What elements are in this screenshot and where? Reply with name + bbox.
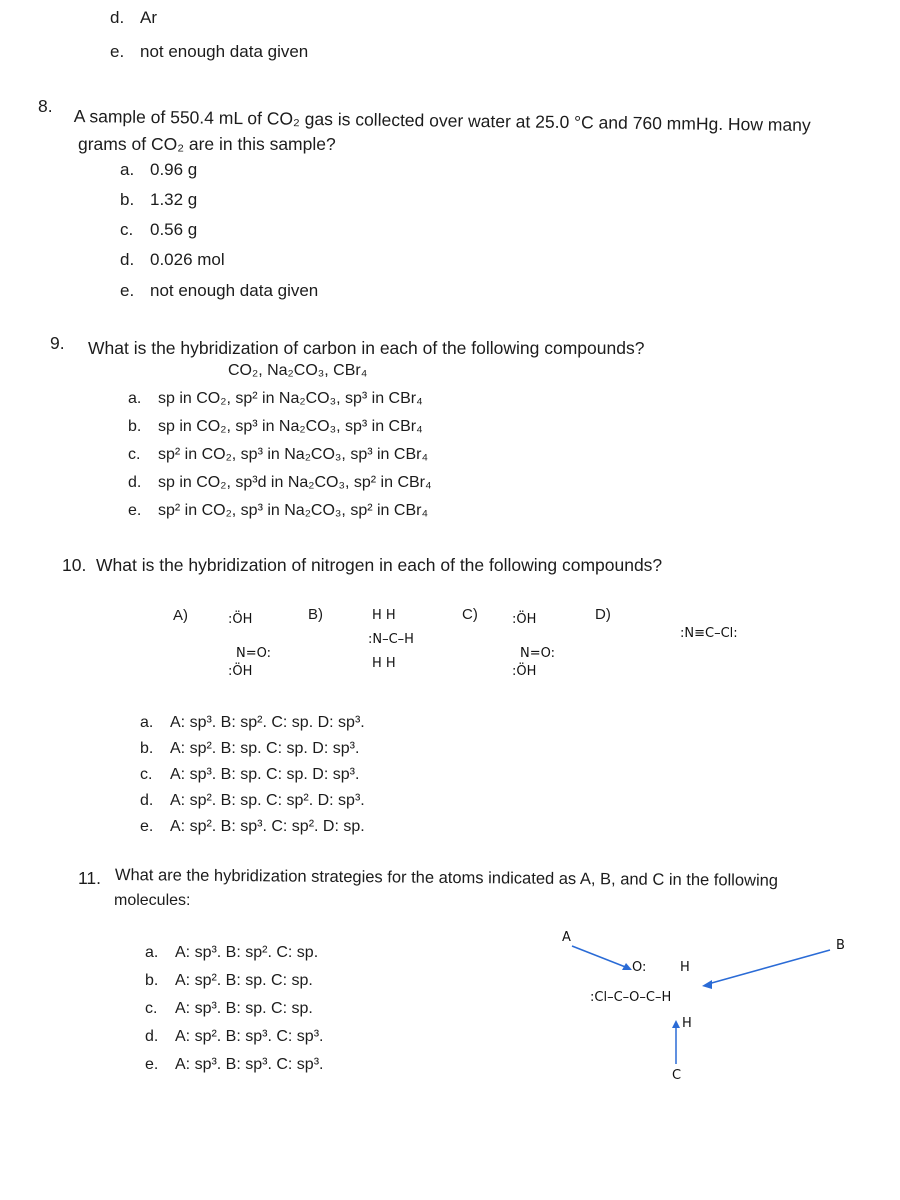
- option-text: 1.32 g: [150, 190, 198, 209]
- q10-number: 10.: [62, 555, 87, 575]
- option-text: A: sp². B: sp³. C: sp³.: [175, 1028, 324, 1045]
- q8-option-e: [120, 281, 318, 301]
- option-letter: d.: [145, 1028, 159, 1045]
- option-text: A: sp². B: sp³. C: sp². D: sp.: [170, 818, 365, 835]
- option-letter: d.: [140, 792, 154, 809]
- q10-molecule-c: [512, 606, 582, 686]
- molecule-line: H H: [372, 656, 396, 671]
- label-c: C: [672, 1068, 682, 1083]
- q9-option-b: [128, 418, 423, 436]
- q11-number: 11.: [78, 868, 102, 888]
- label-b: B: [836, 938, 845, 953]
- indicator-arrows: [560, 928, 880, 1088]
- q11-option-d: [145, 1028, 323, 1046]
- molecule-line: :ÖH: [512, 664, 537, 679]
- q9-option-e: [128, 502, 428, 520]
- option-letter: b.: [120, 190, 135, 209]
- option-text: Ar: [140, 8, 157, 27]
- q11-option-c: [145, 1000, 313, 1018]
- top-hydrogen: H: [680, 960, 690, 975]
- q10-molecule-d-label: D): [595, 606, 611, 623]
- q7-option-d: [110, 8, 157, 28]
- q11-option-a: [145, 944, 318, 962]
- option-letter: c.: [145, 1000, 158, 1017]
- q10-molecule-a-label: A): [173, 607, 188, 624]
- molecule-line: :N≡C–Cl:: [680, 626, 738, 641]
- option-letter: e.: [140, 818, 154, 835]
- option-letter: b.: [140, 740, 154, 757]
- option-letter: b.: [128, 418, 142, 435]
- option-letter: e.: [120, 281, 135, 300]
- q10-molecule-b: [368, 608, 458, 678]
- q11-option-b: [145, 972, 313, 990]
- option-text: A: sp². B: sp. C: sp². D: sp³.: [170, 792, 365, 809]
- q10-molecule-c-label: C): [462, 606, 478, 623]
- q8-number: 8.: [38, 96, 53, 116]
- q9-text: What is the hybridization of carbon in each of the following compounds?: [88, 338, 645, 358]
- molecule-line: N=O:: [236, 646, 272, 661]
- option-text: sp² in CO₂, sp³ in Na₂CO₃, sp² in CBr₄: [158, 502, 428, 519]
- q8-option-a: [120, 160, 197, 180]
- q11-text-line1: What are the hybridization strategies for the atoms indicated as A, B, and C in the following: [114, 866, 779, 890]
- molecule-line: :ÖH: [228, 664, 253, 679]
- option-text: 0.96 g: [150, 160, 198, 179]
- option-text: sp in CO₂, sp³ in Na₂CO₃, sp³ in CBr₄: [158, 418, 423, 435]
- q10-molecule-b-label: B): [308, 606, 323, 623]
- q10-molecule-a: [228, 606, 298, 686]
- option-text: A: sp². B: sp. C: sp.: [175, 972, 313, 989]
- option-text: A: sp³. B: sp³. C: sp³.: [175, 1056, 324, 1073]
- main-chain: :Cl–C–O–C–H: [590, 990, 672, 1005]
- q8-option-b: [120, 190, 197, 210]
- option-text: A: sp³. B: sp². C: sp.: [175, 944, 319, 961]
- option-text: A: sp³. B: sp². C: sp. D: sp³.: [170, 714, 365, 731]
- arrow-b: [708, 950, 830, 984]
- q8-text-line2: grams of CO₂ are in this sample?: [78, 134, 336, 154]
- arrow-a: [572, 946, 628, 968]
- option-letter: e.: [145, 1056, 159, 1073]
- option-letter: a.: [128, 390, 142, 407]
- q8-option-c: [120, 220, 197, 240]
- option-letter: a.: [140, 714, 154, 731]
- option-letter: c.: [128, 446, 141, 463]
- q11-text-line2: molecules:: [114, 892, 191, 909]
- q10-option-e: [140, 818, 365, 836]
- option-text: 0.026 mol: [150, 250, 225, 269]
- molecule-line: H H: [372, 608, 396, 623]
- option-letter: a.: [145, 944, 159, 961]
- q9-compounds: CO₂, Na₂CO₃, CBr₄: [228, 362, 368, 379]
- molecule-line: :N–C–H: [368, 632, 414, 647]
- q8-text-line1: A sample of 550.4 mL of CO₂ gas is collected over water at 25.0 °C and 760 mmHg. How many: [73, 106, 811, 136]
- option-text: not enough data given: [150, 281, 319, 300]
- q7-option-e: [110, 42, 308, 62]
- option-text: A: sp². B: sp. C: sp. D: sp³.: [170, 740, 360, 757]
- q11-option-e: [145, 1056, 323, 1074]
- arrow-c-head: [672, 1020, 680, 1028]
- q10-text: What is the hybridization of nitrogen in each of the following compounds?: [96, 555, 663, 575]
- q9-option-a: [128, 390, 423, 408]
- option-text: sp in CO₂, sp³d in Na₂CO₃, sp² in CBr₄: [158, 474, 432, 491]
- molecule-line: N=O:: [520, 646, 556, 661]
- q11-structure: [560, 928, 880, 1088]
- carbonyl-oxygen: O:: [632, 960, 647, 975]
- q10-molecule-d: [680, 620, 790, 660]
- label-a: A: [562, 930, 571, 945]
- molecule-line: :ÖH: [228, 612, 253, 627]
- option-letter: e.: [110, 42, 125, 61]
- option-letter: d.: [110, 8, 125, 27]
- option-letter: a.: [120, 160, 135, 179]
- q9-option-c: [128, 446, 428, 464]
- option-text: 0.56 g: [150, 220, 198, 239]
- molecule-line: :ÖH: [512, 612, 537, 627]
- option-text: sp in CO₂, sp² in Na₂CO₃, sp³ in CBr₄: [158, 390, 423, 407]
- q10-option-a: [140, 714, 365, 732]
- option-letter: c.: [120, 220, 134, 239]
- option-text: not enough data given: [140, 42, 309, 61]
- q10-option-c: [140, 766, 359, 784]
- option-letter: e.: [128, 502, 142, 519]
- bottom-hydrogen: H: [682, 1016, 692, 1031]
- option-text: A: sp³. B: sp. C: sp.: [175, 1000, 313, 1017]
- q9-number: 9.: [50, 333, 65, 353]
- option-letter: d.: [128, 474, 142, 491]
- option-text: sp² in CO₂, sp³ in Na₂CO₃, sp³ in CBr₄: [158, 446, 428, 463]
- option-text: A: sp³. B: sp. C: sp. D: sp³.: [170, 766, 360, 783]
- option-letter: d.: [120, 250, 135, 269]
- q10-option-b: [140, 740, 359, 758]
- q8-option-d: [120, 250, 225, 270]
- option-letter: b.: [145, 972, 159, 989]
- arrow-b-head: [702, 980, 712, 989]
- option-letter: c.: [140, 766, 153, 783]
- q9-option-d: [128, 474, 432, 492]
- q10-option-d: [140, 792, 365, 810]
